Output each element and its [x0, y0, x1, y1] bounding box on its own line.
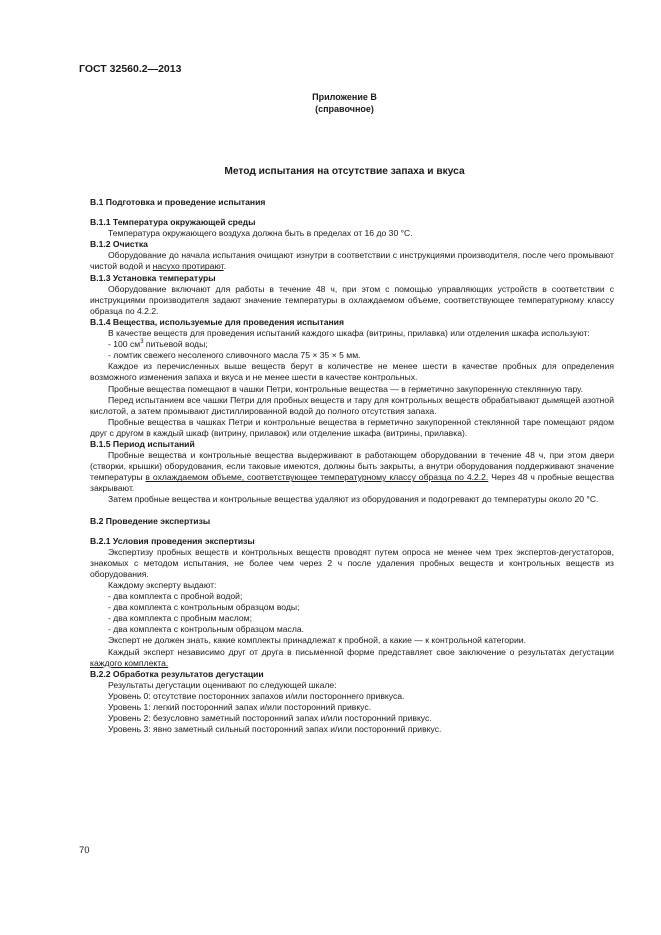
section-heading-b13: В.1.3 Установка температуры [90, 272, 216, 283]
section-heading-b2: В.2 Проведение экспертизы [90, 515, 211, 526]
scale-level: Уровень 2: безусловно заметный посторонний запах и/или посторонний привкус. [108, 713, 432, 724]
section-heading-b21: В.2.1 Условия проведения экспертизы [90, 535, 255, 546]
section-heading-b11: В.1.1 Температура окружающей среды [90, 217, 256, 228]
paragraph-b15-2: Затем пробные вещества и контрольные вещества удаляют из оборудования и подогревают до температуры около 20 °С. [108, 494, 599, 505]
section-heading-b12: В.1.2 Очистка [90, 239, 148, 250]
paragraph-b12: Оборудование до начала испытания очищают изнутри в соответствии с инструкциями производителя, после чего промывают чистой водой и насухо протирают. [90, 250, 614, 272]
paragraph-b13: Оборудование включают для работы в течение 48 ч, при этом с помощью управляющих устройств в соответствии с инструкциями производителя задают значение температуры в охлаждаемом объеме, соответствующее температурному классу образца по 4.2.2. [90, 283, 614, 316]
scale-level: Уровень 1: легкий посторонний запах и/или посторонний привкус. [108, 702, 372, 713]
section-heading-b1: В.1 Подготовка и проведение испытания [90, 197, 266, 207]
underlined-text: каждого комплекта. [90, 657, 169, 668]
paragraph-b21-3: Эксперт не должен знать, какие комплекты принадлежат к пробной, а какие — к контрольной категории. [108, 635, 526, 646]
paragraph-b14-5: Пробные вещества в чашках Петри и контрольные вещества в герметично закупоренной стеклянной таре помещают рядом друг с другом в каждый шкаф (витрину, прилавок) или отделение шкафа (витрины, прилавка). [90, 416, 614, 438]
paragraph-b21-4: Каждый эксперт независимо друг от друга в письменной форме представляет свое заключение о результатах дегустации каждого комплекта. [90, 646, 614, 668]
paragraph-b14-3: Пробные вещества помещают в чашки Петри, контрольные вещества — в герметично закупоренную стеклянную тару. [108, 383, 583, 394]
annex-type: (справочное) [315, 104, 374, 114]
list-item: - два комплекта с контрольным образцом воды; [108, 602, 300, 613]
paragraph-b11: Температура окружающего воздуха должна быть в пределах от 16 до 30 °С. [108, 228, 413, 239]
standard-header: ГОСТ 32560.2—2013 [79, 63, 182, 75]
list-item: - ломтик свежего несоленого сливочного масла 75 × 35 × 5 мм. [108, 350, 361, 361]
document-title: Метод испытания на отсутствие запаха и вкуса [224, 166, 465, 177]
list-item: - два комплекта с контрольным образцом масла. [108, 624, 305, 635]
paragraph-b22: Результаты дегустации оценивают по следующей шкале: [108, 679, 337, 690]
paragraph-b21-2: Каждому эксперту выдают: [108, 580, 217, 590]
underlined-text: в охлаждаемом объеме, соответствующее температурному классу образца по 4.2.2. [145, 472, 489, 483]
underlined-text: насухо протирают [152, 261, 224, 272]
paragraph-b21-1: Экспертизу пробных веществ и контрольных веществ проводят путем опроса не менее чем трех экспертов-дегустаторов, знакомых с методом испытания, не более чем через 2 ч после удаления пробных веществ и контрольных веществ из оборудования. [90, 546, 614, 579]
section-heading-b15: В.1.5 Период испытаний [90, 438, 195, 449]
section-heading-b22: В.2.2 Обработка результатов дегустации [90, 668, 264, 679]
paragraph-b15-1: Пробные вещества и контрольные вещества выдерживают в работающем оборудовании в течение 48 ч, при этом двери (створки, крышки) оборудования, если таковые имеются, должны быть закрыты, а внутри оборудования поддерживают значение температуры в охлаждаемом объеме, соответствующее температурному классу образца по 4.2.2. Через 48 ч пробные вещества закрывают. [90, 450, 614, 494]
scale-level: Уровень 0: отсутствие посторонних запахов и/или постороннего привкуса. [108, 690, 405, 701]
document-body [90, 197, 614, 735]
scale-level: Уровень 3: явно заметный сильный посторонний запах и/или посторонний привкус. [108, 724, 442, 735]
section-heading-b14: В.1.4 Вещества, используемые для проведения испытания [90, 316, 344, 327]
annex-heading [0, 91, 661, 115]
list-item: - два комплекта с пробной водой; [108, 591, 243, 602]
annex-label: Приложение В [312, 92, 377, 102]
paragraph-b14-1: В качестве веществ для проведения испытаний каждого шкафа (витрины, прилавка) или отделения шкафа используют: [108, 328, 590, 339]
page-number: 70 [79, 845, 90, 856]
list-item: - два комплекта с пробным маслом; [108, 613, 252, 624]
paragraph-b14-2: Каждое из перечисленных выше веществ берут в количестве не менее шести в качестве пробных для определения возможного изменения запаха и вкуса и не менее шести в качестве контрольных. [90, 361, 614, 383]
list-item: - 100 $см^3$ питьевой воды; [108, 339, 208, 350]
paragraph-b14-4: Перед испытанием все чашки Петри для пробных веществ и тару для контрольных веществ обрабатывают дымящей азотной кислотой, а затем промывают дистиллированной водой до полного отсутствия запаха. [90, 394, 614, 416]
